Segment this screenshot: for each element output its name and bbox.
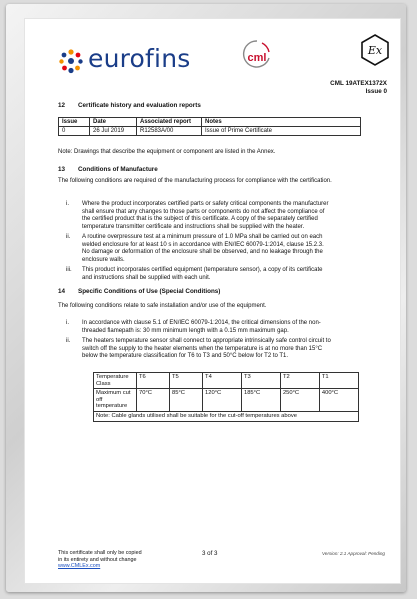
ex-hexagon-icon: [361, 34, 389, 66]
certificate-page: [24, 18, 401, 584]
table-row: [94, 411, 359, 421]
condition-item-iii: iii. This product incorporates certified equipment (temperature sensor), a copy of its certificate and instructions shall be supplied with each unit.: [66, 267, 323, 281]
cml-logo: [242, 38, 272, 83]
document-frame: [6, 4, 406, 592]
special-condition-i: i. In accordance with clause 5.1 of EN/IEC 60079-1:2014, the critical dimensions of the non- threaded flamepath is: 30 mm minimum length with a 0.15 mm maximum gap.: [66, 320, 321, 334]
special-condition-ii: ii. The heaters temperature sensor shall connect to appropriate intrinsically safe control circuit to switch off the supply to the heater elements when the temperature is at no more than 15°C below the temperature classification for T6 to T3 and 50°C below for T2 to T1.: [66, 338, 331, 360]
version-info: Version: 2.1 Approval: Pending: [322, 551, 385, 556]
copy-notice: This certificate shall only be copied in its entirety and without change www.CMLEx.com: [58, 550, 142, 570]
section-14-intro: The following conditions relate to safe installation and/or use of the equipment.: [58, 303, 267, 309]
certificate-history-table: [58, 117, 361, 136]
certificate-id: [330, 80, 387, 96]
website-link[interactable]: www.CMLEx.com: [58, 563, 101, 570]
table-note: Note: Cable glands utilised shall be suitable for the cut-off temperatures above: [94, 411, 359, 421]
table-row: 0 26 Jul 2019 R12583A/00 Issue of Prime Certificate: [59, 127, 361, 136]
condition-item-i: i. Where the product incorporates certified parts or safety critical components the manufacturer shall ensure that any changes to those parts or components do not affect the compliance of the certified product that is the subject of this certificate. A copy of the separately certified temperature transmitter certificate and instructions shall be supplied with the heater.: [66, 201, 329, 230]
drawings-note: Note: Drawings that describe the equipment or component are listed in the Annex.: [58, 149, 276, 155]
cml-text: cml: [247, 52, 267, 64]
certificate-number: CML 19ATEX1372X: [330, 80, 387, 87]
section-12-heading: 12 Certificate history and evaluation reports: [58, 102, 201, 109]
brand-name: eurofins: [88, 44, 191, 73]
table-row: Temperature Class T6 T5 T4 T3 T2 T1: [94, 373, 359, 389]
temperature-table: [93, 372, 359, 422]
condition-item-ii: ii. A routine overpressure test at a minimum pressure of 1.0 MPa shall be carried out on each welded enclosure for at least 10 s in accordance with EN/IEC 60079-1:2014, clause 15.2.3. No damage or deformation of the enclosure shall be observed, and no leakage through the enclosure walls.: [66, 234, 324, 263]
table-header-row: Issue Date Associated report Notes: [59, 118, 361, 127]
eurofins-dots-icon: [58, 48, 84, 74]
ex-symbol: [361, 34, 389, 71]
section-13-heading: 13 Conditions of Manufacture: [58, 166, 158, 173]
section-14-heading: 14 Specific Conditions of Use (Special Conditions): [58, 288, 221, 295]
page-number: 3 of 3: [202, 550, 218, 557]
ex-text: Ex: [367, 44, 383, 57]
eurofins-logo: [58, 44, 248, 80]
issue-number: Issue 0: [365, 88, 387, 95]
table-row: Maximum cut off temperature 70°C 85°C 120°C 185°C 250°C 400°C: [94, 389, 359, 412]
section-13-intro: The following conditions are required of the manufacturing process for compliance with the certification.: [58, 178, 332, 184]
